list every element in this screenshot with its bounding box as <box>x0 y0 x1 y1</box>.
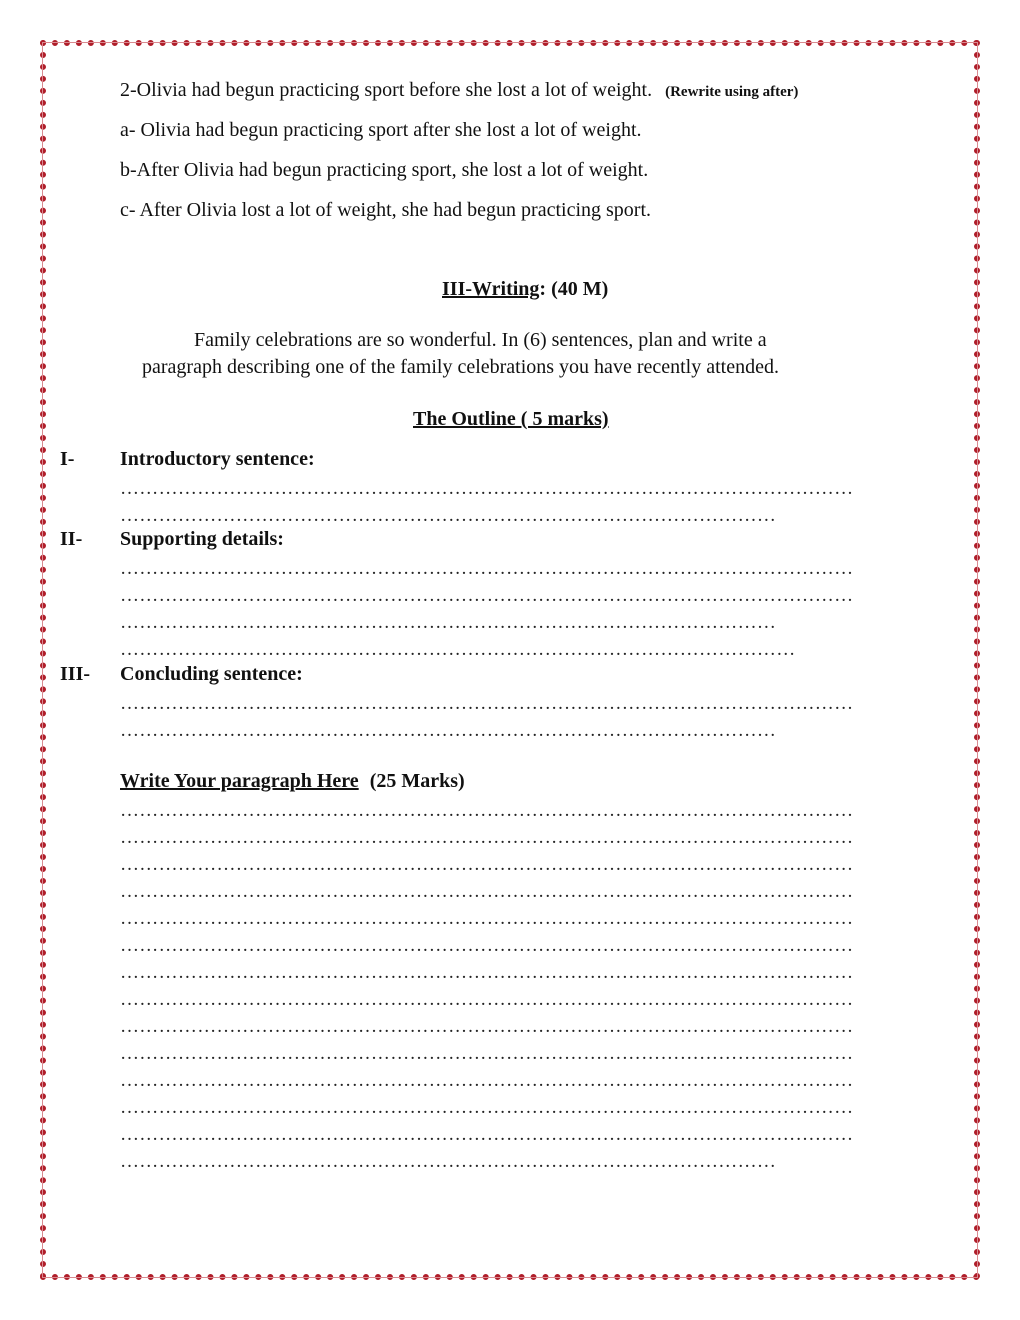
paragraph-marks: (25 Marks) <box>369 770 465 792</box>
option-text: After Olivia had begun practicing sport, she lost a lot of weight. <box>136 159 649 181</box>
paragraph-line[interactable]: …………………………………………………………………………………………………… <box>120 1043 854 1064</box>
paragraph-heading <box>120 769 465 793</box>
writing-heading <box>442 277 608 301</box>
paragraph-line[interactable]: …………………………………………………………………………………………………… <box>120 1016 854 1037</box>
writing-prompt-line-1: Family celebrations are so wonderful. In (6) sentences, plan and write a <box>194 329 767 351</box>
concluding-line-2[interactable]: ………………………………………………………………………………………… <box>120 720 777 741</box>
writing-section-label: III-Writing <box>442 278 540 300</box>
introductory-line-2[interactable]: ………………………………………………………………………………………… <box>120 505 777 526</box>
paragraph-line[interactable]: …………………………………………………………………………………………………… <box>120 935 854 956</box>
paragraph-line[interactable]: …………………………………………………………………………………………………… <box>120 989 854 1010</box>
supporting-line-3[interactable]: ………………………………………………………………………………………… <box>120 612 777 633</box>
paragraph-line[interactable]: …………………………………………………………………………………………………… <box>120 908 854 929</box>
option-letter: a- <box>120 119 136 141</box>
question-number: 2- <box>120 79 137 101</box>
outline-numeral-2: II- <box>60 528 83 550</box>
supporting-details-label: Supporting details: <box>120 528 284 550</box>
question-2 <box>120 78 798 104</box>
option-letter: b- <box>120 159 137 181</box>
writing-prompt-line-2: paragraph describing one of the family celebrations you have recently attended. <box>142 356 779 378</box>
concluding-line-1[interactable]: …………………………………………………………………………………………………… <box>120 693 854 714</box>
paragraph-line[interactable]: …………………………………………………………………………………………………… <box>120 1124 854 1145</box>
introductory-sentence-label: Introductory sentence: <box>120 448 315 470</box>
option-letter: c- <box>120 199 136 221</box>
outline-numeral-1: I- <box>60 448 75 470</box>
paragraph-title: Write Your paragraph Here <box>120 770 359 792</box>
option-b[interactable] <box>120 158 648 182</box>
supporting-line-1[interactable]: …………………………………………………………………………………………………… <box>120 558 854 579</box>
outline-title: The Outline ( 5 marks) <box>413 408 609 430</box>
supporting-line-2[interactable]: …………………………………………………………………………………………………… <box>120 585 854 606</box>
paragraph-line[interactable]: …………………………………………………………………………………………………… <box>120 881 854 902</box>
introductory-line-1[interactable]: …………………………………………………………………………………………………… <box>120 478 854 499</box>
paragraph-line[interactable]: …………………………………………………………………………………………………… <box>120 800 854 821</box>
paragraph-line[interactable]: …………………………………………………………………………………………………… <box>120 827 854 848</box>
outline-numeral-3: III- <box>60 663 91 685</box>
option-text: After Olivia lost a lot of weight, she had begun practicing sport. <box>139 199 651 221</box>
paragraph-line-last[interactable]: ………………………………………………………………………………………… <box>120 1151 777 1172</box>
supporting-line-4[interactable]: …………………………………………………………………………………………… <box>120 639 796 660</box>
paragraph-line[interactable]: …………………………………………………………………………………………………… <box>120 854 854 875</box>
option-text: Olivia had begun practicing sport after she lost a lot of weight. <box>140 119 642 141</box>
paragraph-line[interactable]: …………………………………………………………………………………………………… <box>120 1070 854 1091</box>
option-a[interactable] <box>120 118 642 142</box>
question-prompt: Olivia had begun practicing sport before she lost a lot of weight. <box>136 79 653 101</box>
question-instruction: (Rewrite using after) <box>665 84 799 100</box>
paragraph-line[interactable]: …………………………………………………………………………………………………… <box>120 962 854 983</box>
option-c[interactable] <box>120 198 651 222</box>
writing-section-marks: : (40 M) <box>539 278 609 300</box>
concluding-sentence-label: Concluding sentence: <box>120 663 303 685</box>
paragraph-line[interactable]: …………………………………………………………………………………………………… <box>120 1097 854 1118</box>
